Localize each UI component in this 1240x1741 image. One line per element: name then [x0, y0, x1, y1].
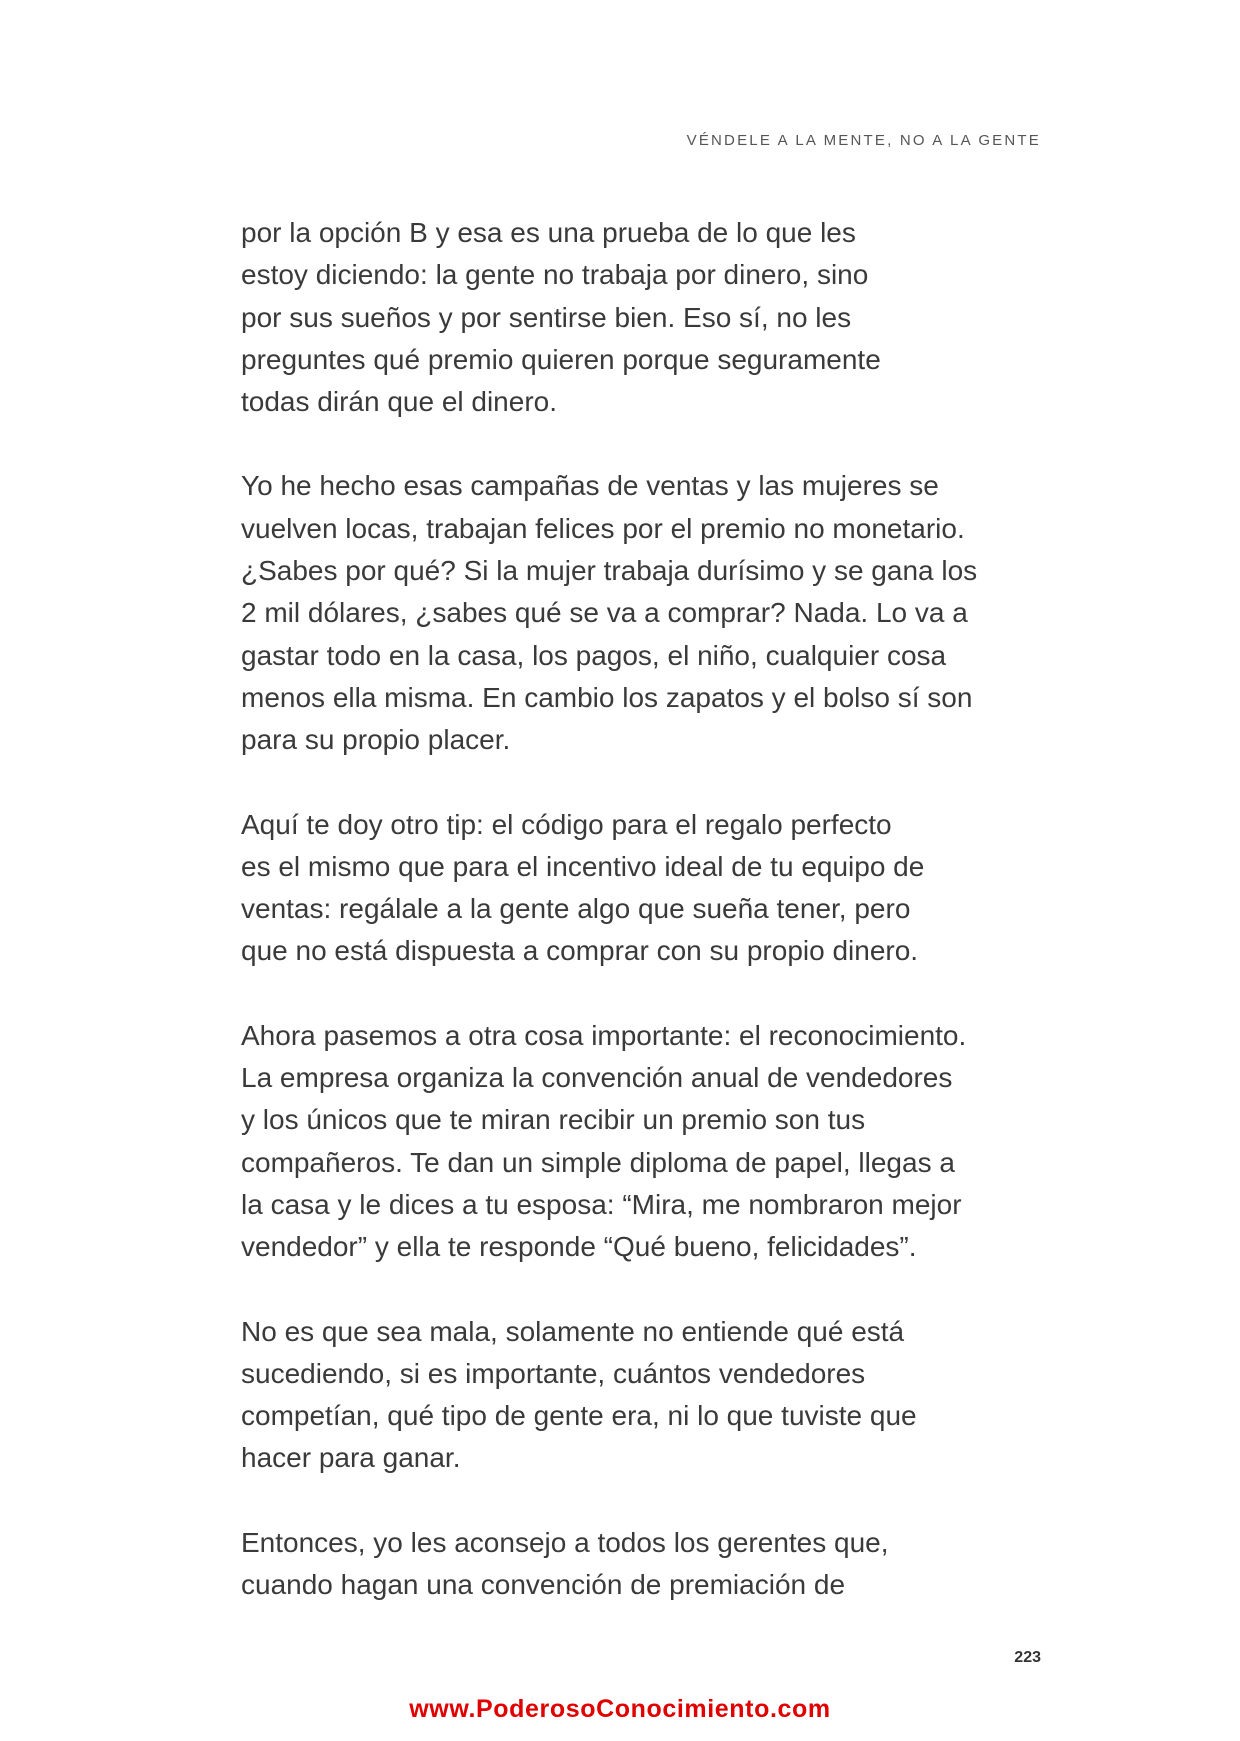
- text-line: hacer para ganar.: [241, 1442, 461, 1474]
- text-line: estoy diciendo: la gente no trabaja por dinero, sino: [241, 259, 869, 291]
- text-line: por sus sueños y por sentirse bien. Eso sí, no les: [241, 301, 852, 333]
- text-line: Yo he hecho esas campañas de ventas y las mujeres se: [241, 470, 939, 502]
- text-line: ¿Sabes por qué? Si la mujer trabaja durísimo y se gana los: [241, 555, 978, 587]
- text-line: por la opción B y esa es una prueba de lo que les: [241, 217, 856, 248]
- text-line: menos ella misma. En cambio los zapatos y el bolso sí son: [241, 681, 973, 713]
- paragraph: [241, 465, 1061, 761]
- paragraph: [241, 804, 1061, 973]
- paragraph: [241, 212, 1061, 423]
- watermark-url: www.PoderosoConocimiento.com: [409, 1695, 831, 1723]
- paragraph: [241, 1311, 1061, 1480]
- text-line: gastar todo en la casa, los pagos, el niño, cualquier cosa: [241, 639, 947, 671]
- text-line: 2 mil dólares, ¿sabes qué se va a comprar? Nada. Lo va a: [241, 597, 968, 629]
- body-text: [241, 212, 1061, 1648]
- paragraph: [241, 1522, 1061, 1607]
- text-line: que no está dispuesta a comprar con su propio dinero.: [241, 935, 919, 967]
- text-line: vuelven locas, trabajan felices por el premio no monetario.: [241, 512, 965, 544]
- text-line: preguntes qué premio quieren porque seguramente: [241, 343, 881, 375]
- paragraph: [241, 1015, 1061, 1269]
- text-line: sucediendo, si es importante, cuántos vendedores: [241, 1357, 866, 1389]
- text-line: Ahora pasemos a otra cosa importante: el reconocimiento.: [241, 1019, 967, 1051]
- text-line: cuando hagan una convención de premiación de: [241, 1569, 846, 1601]
- text-line: vendedor” y ella te responde “Qué bueno, felicidades”.: [241, 1231, 917, 1263]
- running-header: VÉNDELE A LA MENTE, NO A LA GENTE: [686, 132, 1041, 149]
- text-line: No es que sea mala, solamente no entiende qué está: [241, 1315, 905, 1347]
- text-line: ventas: regálale a la gente algo que sueña tener, pero: [241, 893, 911, 925]
- text-line: es el mismo que para el incentivo ideal de tu equipo de: [241, 850, 925, 882]
- text-line: compañeros. Te dan un simple diploma de papel, llegas a: [241, 1146, 955, 1178]
- text-line: La empresa organiza la convención anual de vendedores: [241, 1062, 953, 1094]
- text-line: Aquí te doy otro tip: el código para el regalo perfecto: [241, 808, 892, 840]
- text-line: la casa y le dices a tu esposa: “Mira, me nombraron mejor: [241, 1188, 962, 1220]
- text-line: competían, qué tipo de gente era, ni lo que tuviste que: [241, 1400, 917, 1432]
- text-line: para su propio placer.: [241, 724, 511, 756]
- page-number: 223: [1014, 1649, 1041, 1666]
- text-line: todas dirán que el dinero.: [241, 386, 557, 418]
- text-line: Entonces, yo les aconsejo a todos los gerentes que,: [241, 1526, 889, 1558]
- text-line: y los únicos que te miran recibir un premio son tus: [241, 1104, 866, 1136]
